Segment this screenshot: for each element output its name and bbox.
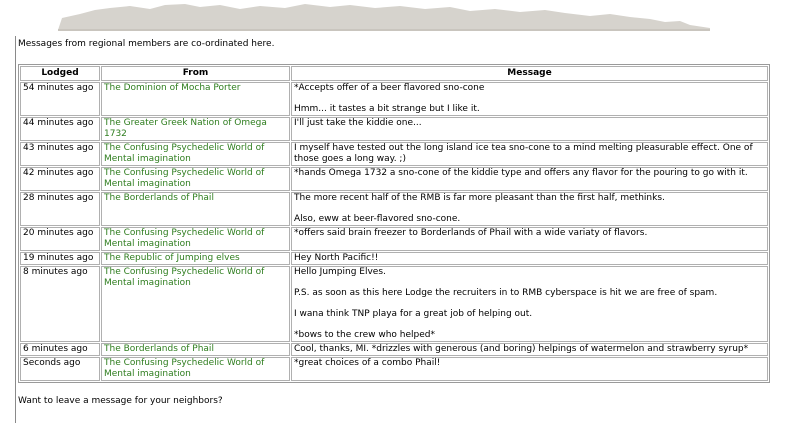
message-paragraph: *hands Omega 1732 a sno-cone of the kiddie type and offers any flavor for the pouring to go with it. <box>294 168 748 178</box>
message-paragraph: Cool, thanks, MI. *drizzles with generous (and boring) helpings of watermelon and strawberry syrup* <box>294 344 749 354</box>
nation-link[interactable]: The Confusing Psychedelic World of Mental imagination <box>104 267 265 288</box>
lodged-time: 54 minutes ago <box>20 82 100 116</box>
message-cell <box>291 142 768 166</box>
table-row <box>20 82 768 116</box>
message-paragraph: *great choices of a combo Phail! <box>294 358 441 368</box>
lodged-time: Seconds ago <box>20 357 100 381</box>
table-row <box>20 266 768 342</box>
message-paragraph: The more recent half of the RMB is far more pleasant than the first half, methinks. <box>294 193 665 203</box>
nation-link[interactable]: The Confusing Psychedelic World of Mental imagination <box>104 358 265 379</box>
table-row <box>20 343 768 356</box>
lodged-time: 42 minutes ago <box>20 167 100 191</box>
nation-link[interactable]: The Confusing Psychedelic World of Mental imagination <box>104 143 265 164</box>
from-cell <box>101 142 290 166</box>
from-cell <box>101 192 290 226</box>
message-paragraph: I myself have tested out the long island ice tea sno-cone to a mind melting pleasurable effect. One of those goes a long way. ;) <box>294 143 753 164</box>
message-cell <box>291 266 768 342</box>
message-paragraph: P.S. as soon as this here Lodge the recruiters in to RMB cyberspace is hit we are free of spam. <box>294 288 718 298</box>
table-row <box>20 192 768 226</box>
nation-link[interactable]: The Confusing Psychedelic World of Mental imagination <box>104 168 265 189</box>
from-cell <box>101 357 290 381</box>
nation-link[interactable]: The Borderlands of Phail <box>104 193 214 203</box>
message-cell <box>291 192 768 226</box>
table-row <box>20 117 768 141</box>
rmb-messages-table <box>18 64 770 383</box>
from-cell <box>101 252 290 265</box>
message-paragraph: Also, eww at beer-flavored sno-cone. <box>294 214 461 224</box>
message-paragraph: I'll just take the kiddie one... <box>294 118 422 128</box>
lodged-time: 43 minutes ago <box>20 142 100 166</box>
nation-link[interactable]: The Republic of Jumping elves <box>104 253 240 263</box>
lodged-time: 20 minutes ago <box>20 227 100 251</box>
from-cell <box>101 343 290 356</box>
leave-message-prompt: Want to leave a message for your neighbors? <box>18 396 223 406</box>
intro-text: Messages from regional members are co-ordinated here. <box>18 39 275 49</box>
message-cell <box>291 357 768 381</box>
nation-link[interactable]: The Dominion of Mocha Porter <box>104 83 241 93</box>
table-header-row <box>20 66 768 81</box>
nation-link[interactable]: The Confusing Psychedelic World of Mental imagination <box>104 228 265 249</box>
message-cell <box>291 227 768 251</box>
message-paragraph: *offers said brain freezer to Borderlands of Phail with a wide variaty of flavors. <box>294 228 648 238</box>
message-paragraph: Hey North Pacific!! <box>294 253 379 263</box>
from-cell <box>101 227 290 251</box>
header-mountains-banner <box>0 0 799 34</box>
lodged-time: 19 minutes ago <box>20 252 100 265</box>
from-cell <box>101 266 290 342</box>
message-paragraph: *Accepts offer of a beer flavored sno-cone <box>294 83 485 93</box>
message-paragraph: Hello Jumping Elves. <box>294 267 386 277</box>
header-message: Message <box>291 66 768 81</box>
table-row <box>20 227 768 251</box>
message-cell <box>291 252 768 265</box>
page-left-border <box>15 36 16 423</box>
table-row <box>20 142 768 166</box>
message-paragraph: Hmm... it tastes a bit strange but I like it. <box>294 104 480 114</box>
message-paragraph: *bows to the crew who helped* <box>294 330 436 340</box>
nation-link[interactable]: The Borderlands of Phail <box>104 344 214 354</box>
message-cell <box>291 343 768 356</box>
table-row <box>20 357 768 381</box>
lodged-time: 6 minutes ago <box>20 343 100 356</box>
table-row <box>20 252 768 265</box>
lodged-time: 28 minutes ago <box>20 192 100 226</box>
table-row <box>20 167 768 191</box>
message-cell <box>291 82 768 116</box>
lodged-time: 44 minutes ago <box>20 117 100 141</box>
message-cell <box>291 167 768 191</box>
table-body <box>20 82 768 381</box>
header-from: From <box>101 66 290 81</box>
from-cell <box>101 117 290 141</box>
message-cell <box>291 117 768 141</box>
lodged-time: 8 minutes ago <box>20 266 100 342</box>
from-cell <box>101 167 290 191</box>
header-lodged: Lodged <box>20 66 100 81</box>
message-paragraph: I wana think TNP playa for a great job of helping out. <box>294 309 533 319</box>
from-cell <box>101 82 290 116</box>
nation-link[interactable]: The Greater Greek Nation of Omega 1732 <box>104 118 267 139</box>
